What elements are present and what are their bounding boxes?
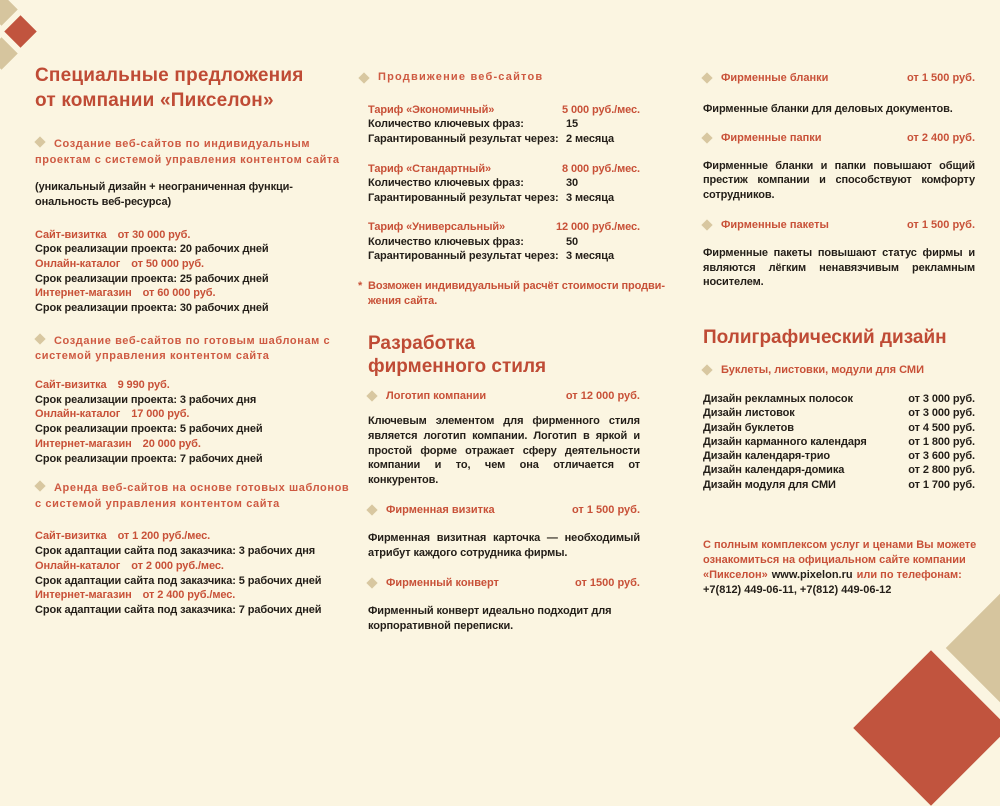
price-line: Сайт-визитка от 30 000 руб. (35, 228, 191, 241)
term-line: Срок реализации проекта: 20 рабочих дней (35, 243, 269, 256)
term-line: Срок адаптации сайта под заказчика: 3 рабочих дня (35, 545, 316, 558)
middle-panel (358, 70, 665, 634)
identity-item-business-card: Фирменная визитка от 1 500 руб. (368, 502, 640, 518)
price-line: Сайт-визитка от 1 200 руб./мес. (35, 530, 211, 543)
phone-numbers: +7(812) 449-06-11, +7(812) 449-06-12 (703, 584, 892, 596)
term-line: Срок реализации проекта: 25 рабочих дней (35, 272, 269, 285)
diamond-bullet-icon (34, 333, 45, 344)
term-line: Срок адаптации сайта под заказчика: 5 рабочих дней (35, 574, 322, 587)
term-line: Срок реализации проекта: 30 рабочих дней (35, 302, 269, 315)
term-line: Срок реализации проекта: 7 рабочих дней (35, 452, 263, 465)
promo-heading: Продвижение веб-сайтов (360, 70, 640, 86)
table-row: Дизайн карманного календаря от 1 800 руб. (703, 435, 975, 448)
section-heading: Создание веб-сайтов по индивидуальным проектам с системой управления контентом сайта (35, 138, 340, 166)
identity-item-desc: Фирменный конверт идеально подходит для корпоративной переписки. (368, 605, 612, 632)
branding-item-desc: Фирменные бланки для деловых документов. (703, 103, 953, 115)
footer-line: ознакомиться на официальном сайте компании (703, 554, 966, 566)
tariff-keywords-row: Количество ключевых фраз: 15 (368, 118, 579, 131)
tariff-keywords-row: Количество ключевых фраз: 30 (368, 177, 579, 190)
section-heading: Аренда веб-сайтов на основе готовых шаблонов с системой управления контентом сайта (35, 482, 350, 510)
branding-item-letterheads: Фирменные бланки от 1 500 руб. (703, 70, 975, 86)
branding-item-folders: Фирменные папки от 2 400 руб. (703, 130, 975, 146)
promo-footnote: * Возможен индивидуальный расчёт стоимости продви- жения сайта. (358, 279, 665, 307)
table-row: Дизайн календаря-домика от 2 800 руб. (703, 464, 975, 477)
tariff-economy (368, 103, 640, 147)
branding-item-desc: Фирменные пакеты повышают статус фирмы и являются лёгким ненавязчивым рекламным носителем. (703, 246, 975, 289)
tariff-name-row: Тариф «Универсальный» 12 000 руб./мес. (368, 220, 640, 233)
term-line: Срок адаптации сайта под заказчика: 7 рабочих дней (35, 603, 322, 616)
section-rent-websites (35, 481, 350, 617)
diamond-bullet-icon (358, 72, 369, 83)
term-line: Срок реализации проекта: 3 рабочих дня (35, 393, 257, 406)
diamond-bullet-icon (366, 578, 377, 589)
branding-item-bags: Фирменные пакеты от 1 500 руб. (703, 217, 975, 233)
diamond-bullet-icon (701, 72, 712, 83)
diamond-bullet-icon (366, 504, 377, 515)
page-title-line: Специальные предложения (35, 65, 304, 86)
section-template-websites (35, 334, 335, 466)
footer-line: С полным комплексом услуг и ценами Вы можете (703, 539, 977, 551)
price-line: Онлайн-каталог от 2 000 руб./мес. (35, 559, 224, 572)
diamond-bullet-icon (34, 136, 45, 147)
tariff-result-row: Гарантированный результат через: 3 месяца (368, 192, 615, 205)
diamond-bullet-icon (701, 132, 712, 143)
tariff-result-row: Гарантированный результат через: 2 месяца (368, 133, 615, 145)
price-list (35, 529, 335, 617)
price-line: Интернет-магазин от 2 400 руб./мес. (35, 589, 236, 602)
right-panel (703, 70, 975, 598)
diamond-bullet-icon (701, 364, 712, 375)
print-design-title: Полиграфический дизайн (703, 326, 947, 348)
website-url: www.pixelon.ru (771, 569, 853, 581)
branding-item-desc: Фирменные бланки и папки повышают общий престиж компании и способствуют комфорту сотрудников. (703, 159, 975, 202)
diamond-bullet-icon (366, 391, 377, 402)
table-row: Дизайн рекламных полосок от 3 000 руб. (703, 392, 975, 405)
identity-title: Разработка фирменного стиля (368, 333, 547, 378)
footer-line: «Пикселон» www.pixelon.ru или по телефонам: (703, 569, 962, 581)
left-panel (35, 63, 350, 618)
tariff-result-row: Гарантированный результат через: 3 месяца (368, 250, 615, 263)
price-list (35, 378, 335, 466)
print-price-table (703, 392, 975, 492)
price-line: Интернет-магазин от 60 000 руб. (35, 287, 216, 300)
print-design-subheading: Буклеты, листовки, модули для СМИ (703, 362, 975, 378)
price-list (35, 228, 335, 316)
tariff-standard (368, 162, 640, 206)
term-line: Срок реализации проекта: 5 рабочих дней (35, 423, 263, 436)
identity-item-envelope: Фирменный конверт от 1500 руб. (368, 575, 640, 591)
tariff-name-row: Тариф «Стандартный» 8 000 руб./мес. (368, 162, 640, 175)
identity-item-logo: Логотип компании от 12 000 руб. (368, 388, 640, 404)
table-row: Дизайн листовок от 3 000 руб. (703, 407, 975, 420)
price-line: Интернет-магазин 20 000 руб. (35, 437, 201, 450)
section-note: (уникальный дизайн + неограниченная функци-ональность веб-ресурса) (35, 181, 293, 208)
company-name: «Пикселон» (703, 569, 768, 581)
identity-item-desc: Ключевым элементом для фирменного стиля является логотип компании. Логотип в яркой и простой форме отражает сферу деятельности компании и то, чем она отличается от конкурентов. (368, 415, 640, 487)
diamond-bullet-icon (34, 481, 45, 492)
red-diamond-icon (4, 15, 37, 48)
page-title-line: от компании «Пикселон» (35, 90, 274, 111)
identity-item-desc: Фирменная визитная карточка — необходимый атрибут каждого сотрудника фирмы. (368, 531, 640, 559)
price-line: Онлайн-каталог 17 000 руб. (35, 408, 190, 421)
page-title (35, 63, 335, 113)
price-line: Сайт-визитка 9 990 руб. (35, 379, 170, 391)
table-row: Дизайн буклетов от 4 500 руб. (703, 421, 975, 434)
section-heading: Создание веб-сайтов по готовым шаблонам с системой управления контентом сайта (35, 334, 331, 363)
section-individual-websites (35, 137, 340, 316)
table-row: Дизайн модуля для СМИ от 1 700 руб. (703, 478, 975, 491)
price-line: Онлайн-каталог от 50 000 руб. (35, 258, 204, 270)
contact-footer (703, 538, 975, 598)
tariff-name-row: Тариф «Экономичный» 5 000 руб./мес. (368, 103, 640, 116)
tariff-universal (368, 220, 640, 264)
tariff-keywords-row: Количество ключевых фраз: 50 (368, 235, 579, 248)
table-row: Дизайн календаря-трио от 3 600 руб. (703, 450, 975, 463)
diamond-bullet-icon (701, 219, 712, 230)
